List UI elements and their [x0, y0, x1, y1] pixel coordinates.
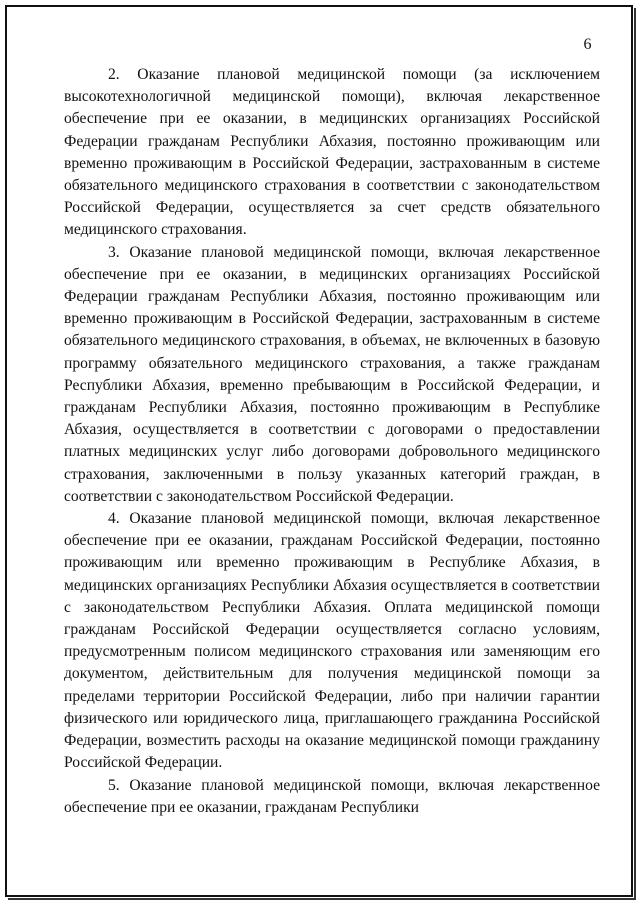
paragraph-4: 4. Оказание плановой медицинской помощи, включая лекарственное обеспечение при ее оказании, гражданам Российской Федерации, постоянно проживающим или временно проживающим в Республике Абхазия, в медицинских организациях Республики Абхазия осуществляется в соответствии с законодательством Республики Абхазия. Оплата медицинской помощи гражданам Российской Федерации осуществляется согласно условиям, предусмотренным полисом медицинского страхования или заменяющим его документом, действительным для получения медицинской помощи за пределами территории Российской Федерации, либо при наличии гарантии физического или юридического лица, приглашающего гражданина Российской Федерации, возместить расходы на оказание медицинской помощи гражданину Российской Федерации. [64, 510, 600, 772]
document-body [64, 64, 600, 819]
paragraph-5: 5. Оказание плановой медицинской помощи, включая лекарственное обеспечение при ее оказании, гражданам Республики [64, 776, 600, 816]
paragraph-2: 2. Оказание плановой медицинской помощи (за исключением высокотехнологичной медицинской помощи), включая лекарственное обеспечение при ее оказании, в медицинских организациях Российской Федерации гражданам Республики Абхазия, постоянно проживающим или временно проживающим в Российской Федерации, застрахованным в системе обязательного медицинского страхования в соответствии с законодательством Российской Федерации, осуществляется за счет средств обязательного медицинского страхования. [64, 66, 600, 239]
page-number: 6 [583, 36, 592, 53]
paragraph-3: 3. Оказание плановой медицинской помощи, включая лекарственное обеспечение при ее оказании, в медицинских организациях Российской Федерации гражданам Республики Абхазия, постоянно проживающим или временно проживающим в Российской Федерации, застрахованным в системе обязательного медицинского страхования, в объемах, не включенных в базовую программу обязательного медицинского страхования, а также гражданам Республики Абхазия, временно пребывающим в Российской Федерации, и гражданам Республики Абхазия, постоянно проживающим в Республике Абхазия, осуществляется в соответствии с договорами о предоставлении платных медицинских услуг либо договорами добровольного медицинского страхования, заключенными в пользу указанных категорий граждан, в соответствии с законодательством Российской Федерации. [64, 243, 600, 505]
